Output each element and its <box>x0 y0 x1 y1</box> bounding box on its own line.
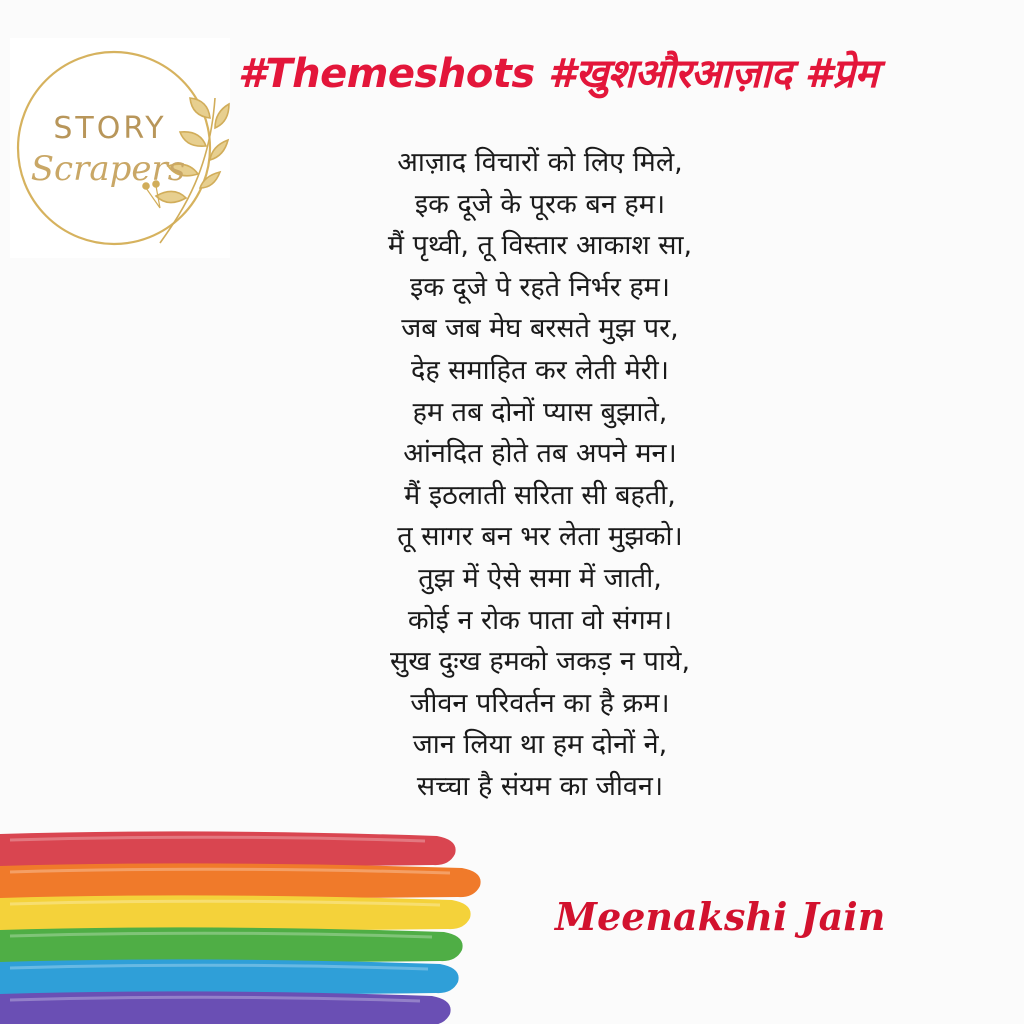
poem-line: तुझ में ऐसे समा में जाती, <box>418 562 662 594</box>
poem-line: देह समाहित कर लेती मेरी। <box>411 354 669 386</box>
poem-line: जान लिया था हम दोनों ने, <box>412 729 668 761</box>
poem-line: कोई न रोक पाता वो संगम। <box>407 604 673 636</box>
poem-line: मैं पृथ्वी, तू विस्तार आकाश सा, <box>387 230 693 262</box>
poem-line: जीवन परिवर्तन का है क्रम। <box>410 687 670 719</box>
poem-line: इक दूजे पे रहते निर्भर हम। <box>409 271 671 303</box>
poem-line: सुख दुःख हमको जकड़ न पाये, <box>389 646 691 678</box>
story-scrapers-logo <box>10 38 230 258</box>
poem-line: हम तब दोनों प्यास बुझाते, <box>412 396 668 428</box>
logo-story-text: STORY <box>53 111 167 146</box>
poem-line: आंनदित होते तब अपने मन। <box>403 438 677 470</box>
rainbow-stripes <box>0 820 500 1024</box>
poem-line: जब जब मेघ बरसते मुझ पर, <box>401 313 679 345</box>
logo-emblem <box>10 38 230 258</box>
poem-line: तू सागर बन भर लेता मुझको। <box>397 521 683 553</box>
poem-line: सच्चा है संयम का जीवन। <box>416 770 664 802</box>
poem-line: आज़ाद विचारों को लिए मिले, <box>397 147 683 178</box>
rainbow-stripes-graphic <box>0 820 500 1024</box>
poem-line: मैं इठलाती सरिता सी बहती, <box>404 479 676 511</box>
logo-scrapers-text: Scrapers <box>30 149 186 189</box>
author-name: Meenakshi Jain <box>555 894 886 939</box>
poem-text <box>300 142 780 808</box>
poem-line: इक दूजे के पूरक बन हम। <box>414 188 666 220</box>
hashtag-title: #Themeshots #खुशऔरआज़ाद #प्रेम <box>238 51 878 97</box>
